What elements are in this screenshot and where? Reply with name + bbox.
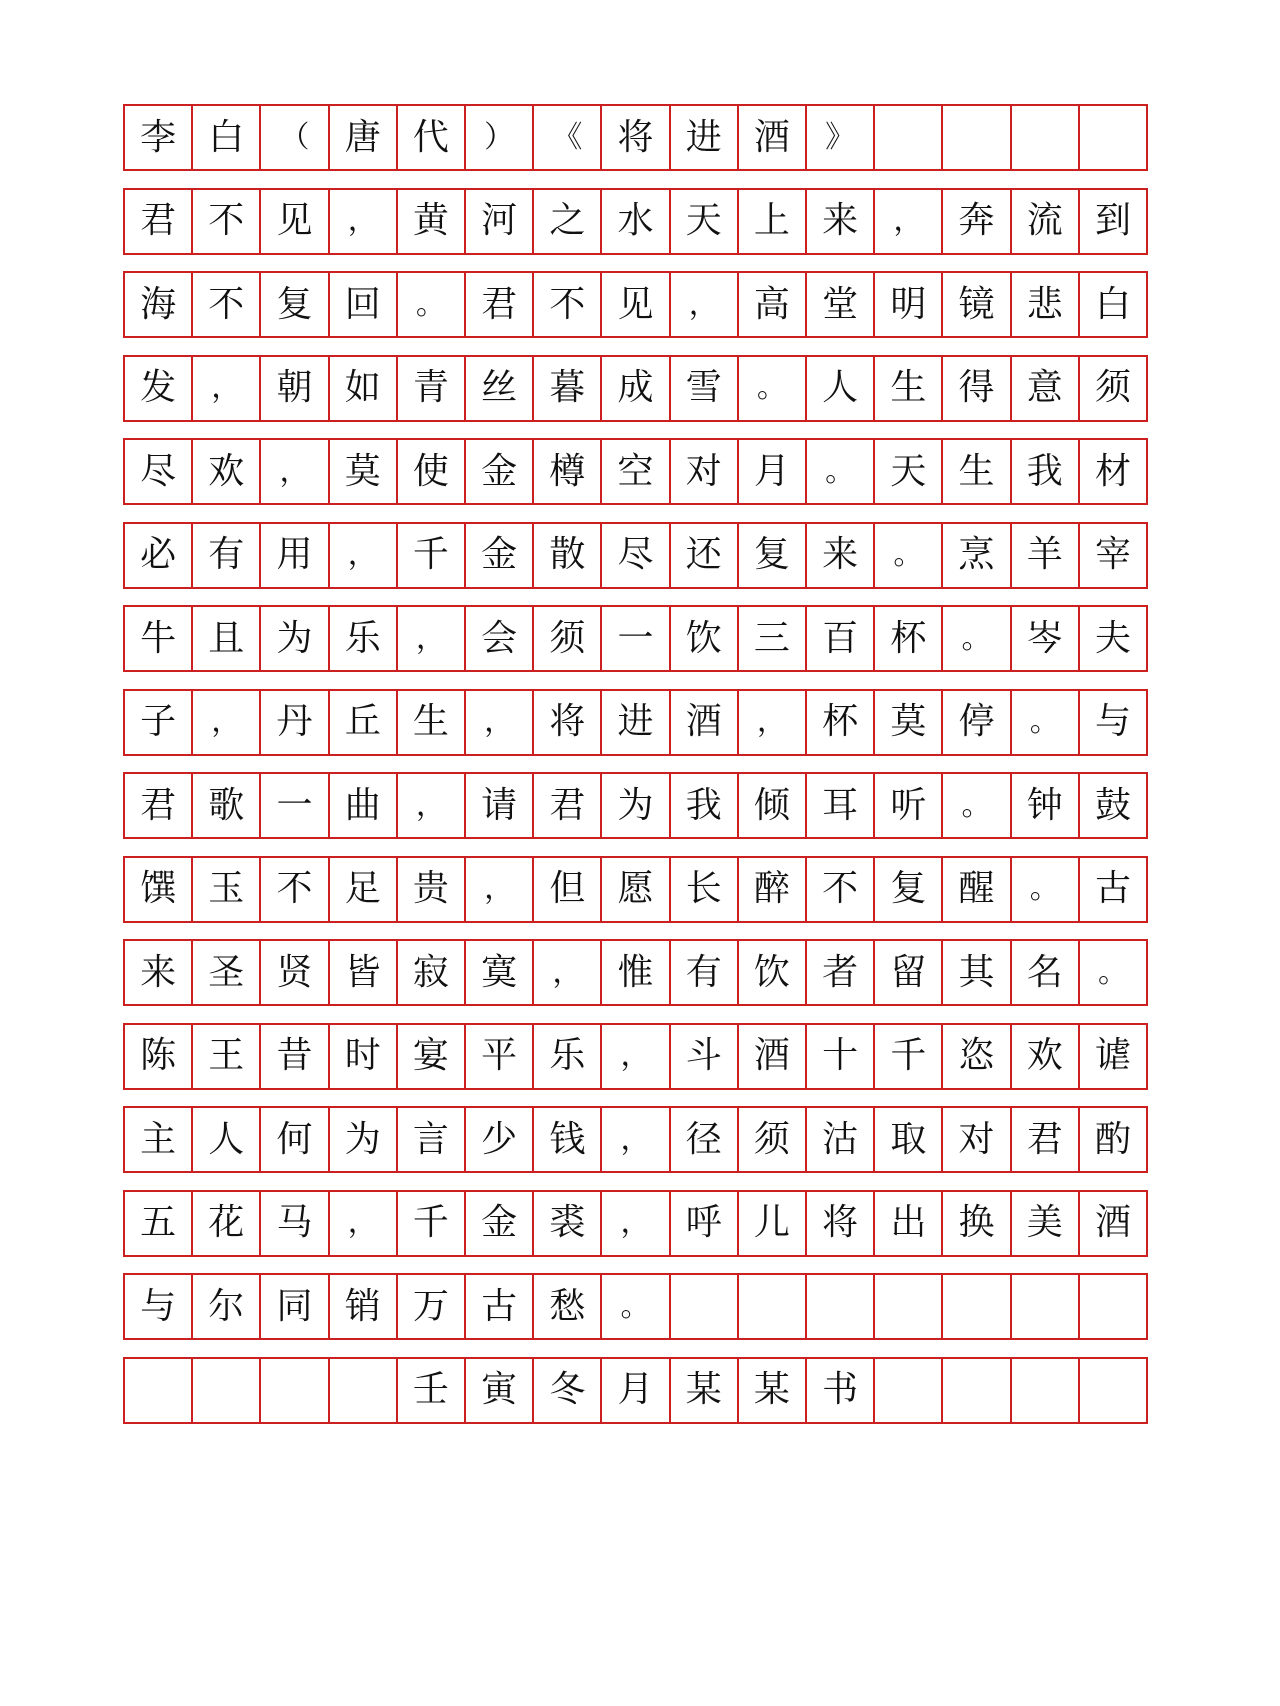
grid-cell-character: 。 — [1010, 691, 1078, 754]
grid-cell-character: ） — [464, 106, 532, 169]
grid-cell-character: 我 — [1010, 440, 1078, 503]
grid-cell-character: 同 — [259, 1275, 327, 1338]
grid-cell-character: 呼 — [669, 1192, 737, 1255]
grid-cell-character: 用 — [259, 524, 327, 587]
grid-cell-character: ， — [873, 190, 941, 253]
grid-cell-empty — [941, 1359, 1009, 1422]
grid-row — [123, 1023, 1148, 1090]
grid-cell-character: 还 — [669, 524, 737, 587]
grid-cell-character: 莫 — [873, 691, 941, 754]
grid-cell-character: 。 — [805, 440, 873, 503]
grid-cell-character: 钱 — [532, 1108, 600, 1171]
grid-cell-character: 壬 — [396, 1359, 464, 1422]
grid-cell-character: 奔 — [941, 190, 1009, 253]
grid-cell-character: 烹 — [941, 524, 1009, 587]
grid-cell-character: 圣 — [191, 941, 259, 1004]
grid-cell-character: 散 — [532, 524, 600, 587]
grid-cell-character: 上 — [737, 190, 805, 253]
grid-cell-character: 。 — [873, 524, 941, 587]
grid-cell-character: 进 — [669, 106, 737, 169]
grid-cell-character: 停 — [941, 691, 1009, 754]
grid-cell-character: 酒 — [737, 1025, 805, 1088]
grid-cell-character: 君 — [140, 200, 177, 241]
grid-cell-character: 恣 — [941, 1025, 1009, 1088]
grid-cell-character: 雪 — [669, 357, 737, 420]
grid-cell-character: 儿 — [737, 1192, 805, 1255]
grid-cell-character: ， — [669, 273, 737, 336]
grid-cell-character: 丘 — [328, 691, 396, 754]
grid-cell-character: 三 — [737, 607, 805, 670]
grid-cell-character: 换 — [941, 1192, 1009, 1255]
grid-cell-character: 。 — [941, 607, 1009, 670]
grid-cell-character: 代 — [396, 106, 464, 169]
grid-cell-character: ， — [191, 357, 259, 420]
grid-cell-character: 到 — [1078, 190, 1146, 253]
grid-cell-character: 贤 — [259, 941, 327, 1004]
grid-cell-character: 进 — [600, 691, 668, 754]
grid-cell-character: 河 — [464, 190, 532, 253]
grid-cell-character: 寞 — [464, 941, 532, 1004]
grid-cell-character: 为 — [600, 774, 668, 837]
grid-cell-character: 愿 — [600, 858, 668, 921]
grid-cell-character: 沽 — [805, 1108, 873, 1171]
grid-cell-empty — [191, 1359, 259, 1422]
grid-cell-character: 昔 — [259, 1025, 327, 1088]
grid-cell-empty — [1078, 1359, 1146, 1422]
grid-cell-character: 镜 — [941, 273, 1009, 336]
grid-cell-empty — [941, 1275, 1009, 1338]
grid-cell-character: 有 — [669, 941, 737, 1004]
grid-cell-character: 听 — [873, 774, 941, 837]
grid-cell-character: 流 — [1010, 190, 1078, 253]
grid-cell-character: 千 — [396, 524, 464, 587]
grid-row — [123, 355, 1148, 422]
grid-cell-empty — [1010, 1359, 1078, 1422]
grid-cell-character: 来 — [805, 524, 873, 587]
grid-cell-character: 须 — [737, 1108, 805, 1171]
grid-cell-character: 花 — [191, 1192, 259, 1255]
grid-cell-empty — [941, 106, 1009, 169]
grid-cell-character: 寅 — [464, 1359, 532, 1422]
grid-cell-character: 将 — [600, 106, 668, 169]
grid-cell-character: 有 — [191, 524, 259, 587]
grid-cell-character: 君 — [532, 774, 600, 837]
grid-row — [123, 1190, 1148, 1257]
grid-cell-character: 玉 — [191, 858, 259, 921]
grid-cell-character: 不 — [259, 858, 327, 921]
grid-cell-character: 君 — [140, 784, 177, 826]
grid-cell-character: 千 — [873, 1025, 941, 1088]
grid-cell-character: 悲 — [1010, 273, 1078, 336]
grid-cell-character: 古 — [1078, 858, 1146, 921]
grid-cell-character: 见 — [259, 190, 327, 253]
grid-cell-character: 愁 — [532, 1275, 600, 1338]
grid-cell-empty — [669, 1275, 737, 1338]
grid-cell-character: 古 — [464, 1275, 532, 1338]
grid-cell-character: 。 — [941, 774, 1009, 837]
grid-cell-character: 唐 — [328, 106, 396, 169]
grid-cell-character: 千 — [396, 1192, 464, 1255]
grid-cell-character: 取 — [873, 1108, 941, 1171]
grid-cell-character: 歌 — [191, 774, 259, 837]
grid-cell-character: 美 — [1010, 1192, 1078, 1255]
grid-cell-character: 我 — [669, 774, 737, 837]
grid-row — [123, 1357, 1148, 1424]
grid-cell-character: 月 — [600, 1359, 668, 1422]
grid-cell-character: 曲 — [328, 774, 396, 837]
grid-cell-character: 子 — [140, 701, 177, 742]
grid-cell-character: 者 — [805, 941, 873, 1004]
grid-cell-empty — [1078, 106, 1146, 169]
grid-cell-empty — [873, 1275, 941, 1338]
grid-cell-character: 钟 — [1010, 774, 1078, 837]
grid-cell-character: 生 — [873, 357, 941, 420]
grid-cell-character: 明 — [873, 273, 941, 336]
grid-cell-character: 醒 — [941, 858, 1009, 921]
grid-cell-character: 某 — [737, 1359, 805, 1422]
grid-cell-character: 君 — [1010, 1108, 1078, 1171]
grid-cell-character: 裘 — [532, 1192, 600, 1255]
grid-cell-character: ， — [328, 524, 396, 587]
grid-cell-empty — [125, 1359, 191, 1422]
grid-cell-empty — [1078, 1275, 1146, 1338]
grid-cell-character: 谑 — [1078, 1025, 1146, 1088]
grid-cell-character: 尔 — [191, 1275, 259, 1338]
grid-cell-character: ， — [737, 691, 805, 754]
grid-cell-character: 月 — [737, 440, 805, 503]
grid-cell-character: 材 — [1078, 440, 1146, 503]
grid-cell-character: ， — [396, 607, 464, 670]
grid-cell-empty — [805, 1275, 873, 1338]
grid-cell-character: 朝 — [259, 357, 327, 420]
grid-row — [123, 939, 1148, 1006]
grid-row — [123, 438, 1148, 505]
grid-cell-empty — [737, 1275, 805, 1338]
grid-cell-character: 来 — [140, 951, 177, 993]
grid-cell-character: 书 — [805, 1359, 873, 1422]
grid-cell-character: 杯 — [873, 607, 941, 670]
grid-cell-character: 某 — [669, 1359, 737, 1422]
grid-cell-character: 之 — [532, 190, 600, 253]
grid-cell-character: 万 — [396, 1275, 464, 1338]
grid-row — [123, 856, 1148, 923]
grid-cell-character: （ — [259, 106, 327, 169]
grid-cell-character: 皆 — [328, 941, 396, 1004]
grid-cell-character: 饮 — [737, 941, 805, 1004]
grid-cell-character: 会 — [464, 607, 532, 670]
grid-cell-character: 平 — [464, 1025, 532, 1088]
grid-cell-character: 一 — [259, 774, 327, 837]
grid-cell-character: 少 — [464, 1108, 532, 1171]
grid-cell-empty — [328, 1359, 396, 1422]
grid-cell-character: 饮 — [669, 607, 737, 670]
grid-cell-character: 成 — [600, 357, 668, 420]
grid-cell-character: 高 — [737, 273, 805, 336]
grid-cell-character: 复 — [737, 524, 805, 587]
grid-cell-character: 对 — [941, 1108, 1009, 1171]
grid-cell-character: 与 — [140, 1285, 177, 1327]
grid-cell-character: 陈 — [140, 1035, 177, 1076]
grid-row — [123, 1273, 1148, 1340]
grid-cell-character: 樽 — [532, 440, 600, 503]
grid-cell-character: 须 — [532, 607, 600, 670]
grid-cell-character: 青 — [396, 357, 464, 420]
grid-cell-character: ， — [328, 1192, 396, 1255]
grid-cell-character: 乐 — [328, 607, 396, 670]
grid-cell-character: 冬 — [532, 1359, 600, 1422]
grid-cell-character: 人 — [191, 1108, 259, 1171]
grid-row — [123, 271, 1148, 338]
grid-cell-character: 不 — [805, 858, 873, 921]
grid-cell-character: 欢 — [1010, 1025, 1078, 1088]
grid-cell-character: ， — [532, 941, 600, 1004]
grid-cell-character: ， — [600, 1108, 668, 1171]
grid-cell-character: 将 — [532, 691, 600, 754]
grid-cell-character: 牛 — [140, 617, 177, 659]
grid-cell-character: 金 — [464, 524, 532, 587]
grid-cell-character: 且 — [191, 607, 259, 670]
grid-cell-character: 《 — [532, 106, 600, 169]
grid-cell-character: 杯 — [805, 691, 873, 754]
grid-cell-character: 对 — [669, 440, 737, 503]
grid-cell-character: 王 — [191, 1025, 259, 1088]
grid-cell-character: 水 — [600, 190, 668, 253]
grid-cell-character: ， — [600, 1025, 668, 1088]
grid-cell-empty — [873, 106, 941, 169]
grid-cell-character: 夫 — [1078, 607, 1146, 670]
grid-cell-character: 十 — [805, 1025, 873, 1088]
grid-cell-character: 白 — [191, 106, 259, 169]
grid-cell-character: 尽 — [140, 450, 177, 492]
grid-cell-character: 意 — [1010, 357, 1078, 420]
grid-cell-empty — [259, 1359, 327, 1422]
grid-cell-character: 何 — [259, 1108, 327, 1171]
grid-cell-character: 。 — [600, 1275, 668, 1338]
grid-cell-character: 不 — [191, 190, 259, 253]
grid-row — [123, 1106, 1148, 1173]
grid-cell-character: ， — [464, 858, 532, 921]
grid-cell-character: 五 — [140, 1202, 177, 1243]
grid-cell-character: 君 — [464, 273, 532, 336]
grid-cell-character: 乐 — [532, 1025, 600, 1088]
grid-cell-character: 宰 — [1078, 524, 1146, 587]
grid-cell-character: 羊 — [1010, 524, 1078, 587]
grid-row — [123, 689, 1148, 756]
grid-cell-character: 人 — [805, 357, 873, 420]
grid-cell-character: 言 — [396, 1108, 464, 1171]
grid-cell-character: 主 — [140, 1118, 177, 1160]
grid-cell-character: 暮 — [532, 357, 600, 420]
grid-cell-character: 得 — [941, 357, 1009, 420]
grid-cell-character: ， — [191, 691, 259, 754]
grid-cell-character: 来 — [805, 190, 873, 253]
grid-cell-character: 贵 — [396, 858, 464, 921]
grid-cell-character: 鼓 — [1078, 774, 1146, 837]
grid-cell-character: 黄 — [396, 190, 464, 253]
grid-cell-character: 留 — [873, 941, 941, 1004]
grid-cell-character: 须 — [1078, 357, 1146, 420]
grid-cell-character: 马 — [259, 1192, 327, 1255]
grid-cell-character: 醉 — [737, 858, 805, 921]
grid-cell-character: 白 — [1078, 273, 1146, 336]
grid-cell-character: 不 — [191, 273, 259, 336]
grid-cell-character: 请 — [464, 774, 532, 837]
grid-cell-character: 径 — [669, 1108, 737, 1171]
calligraphy-grid-sheet — [123, 104, 1148, 1440]
grid-cell-character: 堂 — [805, 273, 873, 336]
grid-cell-character: 使 — [396, 440, 464, 503]
grid-cell-character: 海 — [140, 283, 177, 325]
grid-cell-character: 如 — [328, 357, 396, 420]
grid-cell-character: 酒 — [669, 691, 737, 754]
grid-cell-empty — [873, 1359, 941, 1422]
grid-cell-character: 。 — [737, 357, 805, 420]
grid-cell-character: 名 — [1010, 941, 1078, 1004]
grid-cell-character: 寂 — [396, 941, 464, 1004]
grid-cell-character: 百 — [805, 607, 873, 670]
grid-cell-character: 空 — [600, 440, 668, 503]
grid-cell-character: 与 — [1078, 691, 1146, 754]
grid-cell-character: 时 — [328, 1025, 396, 1088]
grid-cell-character: ， — [396, 774, 464, 837]
grid-cell-character: 酒 — [1078, 1192, 1146, 1255]
grid-cell-character: 但 — [532, 858, 600, 921]
grid-cell-character: 。 — [396, 273, 464, 336]
grid-cell-character: 复 — [259, 273, 327, 336]
grid-row — [123, 188, 1148, 255]
grid-row — [123, 104, 1148, 171]
grid-cell-character: ， — [464, 691, 532, 754]
grid-cell-character: 斗 — [669, 1025, 737, 1088]
grid-cell-character: 李 — [140, 116, 177, 158]
grid-cell-character: 馔 — [140, 868, 177, 909]
grid-cell-character: 金 — [464, 1192, 532, 1255]
grid-cell-character: 将 — [805, 1192, 873, 1255]
grid-cell-character: 一 — [600, 607, 668, 670]
grid-cell-character: 生 — [941, 440, 1009, 503]
grid-cell-character: 出 — [873, 1192, 941, 1255]
grid-cell-character: 不 — [532, 273, 600, 336]
grid-cell-character: 为 — [259, 607, 327, 670]
grid-cell-character: 丝 — [464, 357, 532, 420]
grid-cell-empty — [1010, 1275, 1078, 1338]
grid-cell-character: 欢 — [191, 440, 259, 503]
grid-cell-character: ， — [600, 1192, 668, 1255]
grid-cell-character: 惟 — [600, 941, 668, 1004]
grid-cell-character: 复 — [873, 858, 941, 921]
grid-cell-character: ， — [259, 440, 327, 503]
grid-cell-character: 见 — [600, 273, 668, 336]
grid-cell-character: 酒 — [737, 106, 805, 169]
grid-cell-character: 为 — [328, 1108, 396, 1171]
grid-row — [123, 605, 1148, 672]
grid-cell-character: ， — [328, 190, 396, 253]
grid-cell-character: 。 — [1010, 858, 1078, 921]
grid-cell-character: 岑 — [1010, 607, 1078, 670]
grid-row — [123, 772, 1148, 839]
grid-cell-character: 必 — [140, 534, 177, 575]
grid-cell-character: 宴 — [396, 1025, 464, 1088]
grid-cell-character: 销 — [328, 1275, 396, 1338]
grid-cell-character: 其 — [941, 941, 1009, 1004]
grid-cell-character: 长 — [669, 858, 737, 921]
grid-cell-character: 耳 — [805, 774, 873, 837]
grid-cell-character: 生 — [396, 691, 464, 754]
grid-cell-empty — [1010, 106, 1078, 169]
grid-cell-character: 丹 — [259, 691, 327, 754]
grid-row — [123, 522, 1148, 589]
grid-cell-character: 天 — [873, 440, 941, 503]
grid-cell-character: 莫 — [328, 440, 396, 503]
grid-cell-character: 酌 — [1078, 1108, 1146, 1171]
grid-cell-character: 尽 — [600, 524, 668, 587]
grid-cell-character: 发 — [140, 367, 177, 408]
grid-cell-character: 金 — [464, 440, 532, 503]
grid-cell-character: 倾 — [737, 774, 805, 837]
grid-cell-character: 足 — [328, 858, 396, 921]
grid-cell-character: 天 — [669, 190, 737, 253]
grid-cell-character: 。 — [1078, 941, 1146, 1004]
grid-cell-character: 回 — [328, 273, 396, 336]
grid-cell-character: 》 — [805, 106, 873, 169]
